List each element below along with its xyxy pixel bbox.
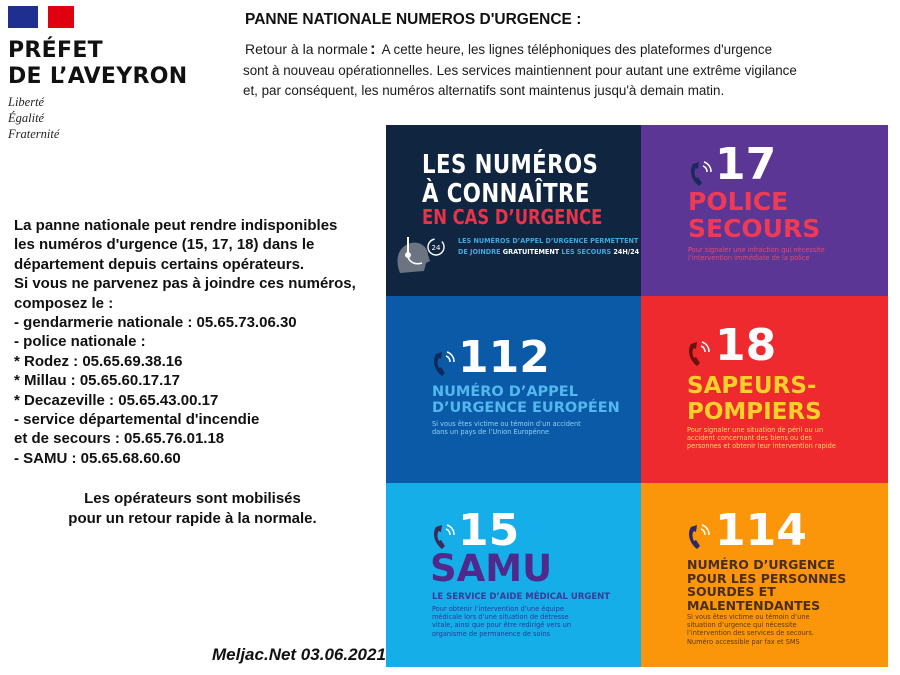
status-lead: Retour à la normale	[245, 41, 368, 57]
prefecture-name-line: DE L’AVEYRON	[8, 64, 188, 89]
emergency-number: 114	[715, 505, 807, 556]
notice-line: Si vous ne parvenez pas à joindre ces numéros,	[14, 275, 356, 293]
description-line: médicale lors d’une situation de détresse	[432, 613, 569, 622]
notice-line: - service départemental d'incendie	[14, 411, 260, 429]
service-name-line: POUR LES PERSONNES	[687, 570, 847, 586]
status-text-line: sont à nouveau opérationnelles. Les services maintiennent pour autant une extrême vigilance	[243, 62, 797, 78]
service-name-line: SOURDES ET	[687, 584, 776, 599]
poster-panel-112	[386, 296, 641, 483]
description-line: Pour obtenir l’intervention d’une équipe	[432, 605, 564, 613]
poster-subtitle: EN CAS D’URGENCE	[422, 205, 603, 229]
service-name-line: D’URGENCE EUROPÉEN	[432, 400, 620, 416]
poster-info	[458, 235, 639, 257]
phone-icon	[689, 160, 715, 188]
poster-panel-15	[386, 483, 641, 667]
description-line: Pour signaler une situation de péril ou un	[687, 426, 824, 434]
mobilisation-line: Les opérateurs sont mobilisés	[84, 490, 301, 507]
headset-badge: 24	[431, 244, 441, 252]
service-name-line: POLICE	[688, 187, 789, 216]
info-part-highlight: GRATUITEMENT	[502, 247, 560, 256]
poster-panel-18	[641, 296, 888, 483]
info-part: DE JOINDRE	[458, 247, 503, 256]
service-description	[432, 420, 581, 436]
service-name	[687, 558, 846, 612]
notice-line: La panne nationale peut rendre indisponibles	[14, 217, 338, 234]
service-name-line: NUMÉRO D’APPEL	[432, 384, 578, 400]
marianne-flag-icon	[8, 6, 74, 28]
service-description	[432, 605, 571, 638]
devise	[8, 94, 59, 142]
description-line: Pour signaler une infraction qui nécessite	[688, 246, 825, 254]
description-line: vitale, ainsi que pour être redirigé vers un	[432, 621, 572, 630]
poster-panel-17	[641, 125, 888, 296]
service-name	[687, 373, 822, 425]
notice-line: * Rodez : 05.65.69.38.16	[14, 352, 183, 370]
notice-line: composez le :	[14, 294, 114, 312]
alternative-numbers-notice	[14, 216, 386, 468]
service-name	[432, 384, 620, 416]
service-name-line: SAPEURS-	[687, 373, 817, 399]
notice-line: les numéros d'urgence (15, 17, 18) dans le	[14, 236, 315, 254]
description-line: accident concernant des biens ou des	[687, 434, 812, 443]
status-colon: :	[369, 39, 376, 58]
phone-icon	[432, 350, 458, 378]
notice-line: - gendarmerie nationale : 05.65.73.06.30	[14, 314, 297, 332]
mobilisation-line: pour un retour rapide à la normale.	[68, 510, 317, 527]
devise-line: Fraternité	[8, 127, 60, 141]
emergency-number: 112	[458, 332, 550, 383]
notice-line: * Millau : 05.65.60.17.17	[14, 372, 180, 390]
notice-line: * Decazeville : 05.65.43.00.17	[14, 391, 219, 409]
description-line: organisme de permanence de soins	[432, 629, 550, 638]
poster-info-line: LES NUMÉROS D’APPEL D’URGENCE PERMETTENT	[458, 236, 639, 245]
service-subtitle: LE SERVICE D’AIDE MÉDICAL URGENT	[432, 592, 611, 602]
notice-line: département depuis certains opérateurs.	[14, 255, 305, 273]
devise-line: Égalité	[8, 111, 45, 125]
status-text-line: A cette heure, les lignes téléphoniques des plateformes d'urgence	[381, 42, 773, 57]
status-update	[243, 39, 888, 102]
poster-title-line: À CONNAÎTRE	[422, 179, 590, 209]
poster-info-line	[458, 246, 639, 257]
page-title: PANNE NATIONALE NUMEROS D'URGENCE :	[245, 11, 582, 28]
devise-line: Liberté	[8, 95, 45, 109]
description-line: l’intervention immédiate de la police	[688, 254, 810, 263]
description-line: l’intervention des services de secours.	[687, 629, 814, 638]
service-name-line: POMPIERS	[687, 399, 822, 425]
service-name-line: SECOURS	[688, 214, 821, 243]
emergency-number: 18	[715, 320, 777, 371]
notice-line: et de secours : 05.65.76.01.18	[14, 430, 225, 448]
info-part: LES SECOURS	[559, 247, 614, 256]
notice-line: - police nationale :	[14, 333, 146, 351]
prefecture-name	[8, 38, 187, 90]
service-name-line: MALENTENDANTES	[687, 597, 821, 613]
prefecture-name-line: PRÉFET	[8, 38, 103, 63]
service-description	[687, 426, 836, 451]
service-name	[688, 188, 820, 242]
poster-panel-114	[641, 483, 888, 667]
description-line: situation d’urgence qui nécessite	[687, 621, 797, 630]
poster-title-line: LES NUMÉROS	[422, 150, 599, 180]
status-text-line: et, par conséquent, les numéros alternatifs sont maintenus jusqu'à demain matin.	[243, 83, 725, 98]
service-name-line: NUMÉRO D’URGENCE	[687, 557, 836, 572]
service-description	[688, 246, 825, 262]
service-description	[687, 613, 814, 646]
phone-icon	[687, 523, 713, 551]
emergency-number: 15	[458, 505, 520, 556]
info-part-highlight: 24H/24	[613, 247, 640, 256]
description-line: Si vous êtes victime ou témoin d’une	[687, 613, 810, 621]
source-credit: Meljac.Net 03.06.2021	[212, 645, 386, 664]
description-line: personnes et obtenir leur intervention rapide	[687, 442, 836, 451]
poster-panel-intro	[386, 125, 641, 296]
headset-24h-icon	[394, 233, 450, 273]
description-line: dans un pays de l’Union Europénne	[432, 428, 550, 437]
notice-line: - SAMU : 05.65.68.60.60	[14, 449, 181, 467]
description-line: Numéro accessible par fax et SMS	[687, 637, 800, 646]
mobilisation-note	[0, 489, 385, 529]
poster-title	[422, 151, 598, 209]
service-name: SAMU	[430, 547, 553, 590]
emergency-number: 17	[715, 139, 777, 190]
phone-icon	[687, 340, 713, 368]
description-line: Si vous êtes victime ou témoin d’un accident	[432, 420, 581, 428]
